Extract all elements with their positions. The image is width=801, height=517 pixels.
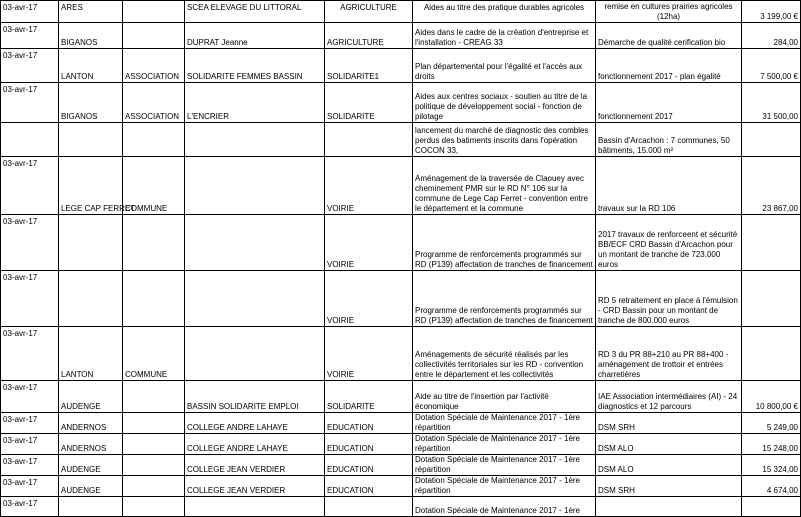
cell-date[interactable]: 03-avr-17 <box>1 1 59 23</box>
cell-amount[interactable]: 284,00 <box>742 23 801 49</box>
cell-amount[interactable] <box>742 215 801 271</box>
cell-domain[interactable]: VOIRIE <box>325 271 413 327</box>
cell-object[interactable]: Aides dans le cadre de la création d'entreprise et l'installation - CREAG 33 <box>413 23 596 49</box>
cell-detail[interactable]: DSM SRH <box>596 413 742 434</box>
cell-object[interactable]: Dotation Spéciale de Maintenance 2017 - 1ère répartition <box>413 434 596 455</box>
cell-commune[interactable]: AUDENGE <box>59 476 123 497</box>
cell-object[interactable]: Dotation Spéciale de Maintenance 2017 - 1ère répartition <box>413 455 596 476</box>
cell-date[interactable]: 03-avr-17 <box>1 83 59 123</box>
cell-commune[interactable] <box>59 497 123 517</box>
cell-beneficiary[interactable]: DUPRAT Jeanne <box>185 23 325 49</box>
cell-beneficiary[interactable]: COLLEGE ANDRE LAHAYE <box>185 434 325 455</box>
cell-beneficiary[interactable] <box>185 123 325 157</box>
cell-object[interactable]: Aides aux centres sociaux - soutien au titre de la politique de développement social - fonction de pilotage <box>413 83 596 123</box>
cell-beneficiary[interactable] <box>185 157 325 215</box>
cell-amount[interactable] <box>742 327 801 381</box>
cell-beneficiary[interactable]: BASSIN SOLIDARITE EMPLOI <box>185 381 325 413</box>
cell-object[interactable]: Programme de renforcements programmés sur RD (P139) affectation de tranches de financement <box>413 271 596 327</box>
cell-commune[interactable]: ANDERNOS <box>59 413 123 434</box>
cell-object[interactable]: Aides au titre des pratique durables agricoles <box>413 1 596 23</box>
cell-detail[interactable]: DSM ALO <box>596 455 742 476</box>
cell-date[interactable]: 03-avr-17 <box>1 215 59 271</box>
cell-beneficiary[interactable]: L'ENCRIER <box>185 83 325 123</box>
cell-amount[interactable]: 15 324,00 <box>742 455 801 476</box>
cell-beneficiary[interactable]: COLLEGE JEAN VERDIER <box>185 476 325 497</box>
table-row <box>1 497 801 517</box>
table-row <box>1 49 801 83</box>
cell-commune[interactable] <box>59 123 123 157</box>
cell-type[interactable]: COMMUNE <box>123 327 185 381</box>
table-row <box>1 1 801 23</box>
cell-object[interactable]: Dotation Spéciale de Maintenance 2017 - 1ère répartition <box>413 476 596 497</box>
cell-object[interactable]: Aménagements de sécurité réalisés par les collectivités territoriales sur les RD - convention entre le département et les collectivités <box>413 327 596 381</box>
cell-amount[interactable] <box>742 497 801 517</box>
table-row <box>1 476 801 497</box>
cell-object[interactable]: Programme de renforcements programmés sur RD (P139) affectation de tranches de financement <box>413 215 596 271</box>
cell-amount[interactable]: 31 500,00 <box>742 83 801 123</box>
cell-date[interactable]: 03-avr-17 <box>1 49 59 83</box>
cell-type[interactable] <box>123 413 185 434</box>
cell-commune[interactable]: ANDERNOS <box>59 434 123 455</box>
cell-detail[interactable]: RD 5 retraitement en place à l'émulsion - CRD Bassin pour un montant de tranche de 800.000 euros <box>596 271 742 327</box>
table-body <box>1 1 801 517</box>
cell-amount[interactable]: 4 674,00 <box>742 476 801 497</box>
cell-commune[interactable]: LANTON <box>59 49 123 83</box>
table-row <box>1 434 801 455</box>
cell-domain[interactable]: EDUCATION <box>325 455 413 476</box>
cell-type[interactable] <box>123 455 185 476</box>
cell-commune[interactable] <box>59 271 123 327</box>
cell-type[interactable] <box>123 123 185 157</box>
cell-type[interactable] <box>123 271 185 327</box>
cell-commune[interactable]: AUDENGE <box>59 381 123 413</box>
cell-detail[interactable]: DSM ALO <box>596 434 742 455</box>
cell-type[interactable]: ASSOCIATION <box>123 49 185 83</box>
cell-type[interactable] <box>123 215 185 271</box>
cell-amount[interactable]: 15 248,00 <box>742 434 801 455</box>
cell-date[interactable] <box>1 123 59 157</box>
cell-beneficiary[interactable] <box>185 271 325 327</box>
table-row <box>1 327 801 381</box>
cell-detail[interactable]: remise en cultures prairies agricoles (12ha) <box>596 1 742 23</box>
cell-detail[interactable] <box>596 497 742 517</box>
cell-beneficiary[interactable] <box>185 497 325 517</box>
cell-domain[interactable] <box>325 497 413 517</box>
cell-date[interactable]: 03-avr-17 <box>1 476 59 497</box>
cell-domain[interactable]: EDUCATION <box>325 476 413 497</box>
cell-domain[interactable] <box>325 123 413 157</box>
cell-domain[interactable]: SOLIDARITE <box>325 381 413 413</box>
cell-beneficiary[interactable]: SCEA ELEVAGE DU LITTORAL <box>185 1 325 23</box>
table-row <box>1 215 801 271</box>
cell-amount[interactable]: 5 249,00 <box>742 413 801 434</box>
cell-object[interactable]: Aménagement de la traversée de Claouey avec cheminement PMR sur le RD N° 106 sur la commune de Lege Cap Ferret - convention entre le département et la commune <box>413 157 596 215</box>
cell-detail[interactable]: fonctionnement 2017 <box>596 83 742 123</box>
cell-commune[interactable]: LEGE CAP FERRET <box>59 157 123 215</box>
cell-amount[interactable]: 7 500,00 € <box>742 49 801 83</box>
cell-beneficiary[interactable]: COLLEGE JEAN VERDIER <box>185 455 325 476</box>
cell-date[interactable]: 03-avr-17 <box>1 381 59 413</box>
cell-commune[interactable] <box>59 215 123 271</box>
cell-domain[interactable]: EDUCATION <box>325 413 413 434</box>
table-row <box>1 413 801 434</box>
cell-amount[interactable] <box>742 271 801 327</box>
cell-detail[interactable]: 2017 travaux de renforceent et sécurité BB/ECF CRD Bassin d'Arcachon pour un montant de tranche de 723.000 euros <box>596 215 742 271</box>
cell-date[interactable]: 03-avr-17 <box>1 23 59 49</box>
cell-date[interactable]: 03-avr-17 <box>1 157 59 215</box>
cell-type[interactable] <box>123 497 185 517</box>
cell-amount[interactable]: 3 199,00 € <box>742 1 801 23</box>
cell-date[interactable]: 03-avr-17 <box>1 497 59 517</box>
cell-detail[interactable]: RD 3 du PR 88+210 au PR 88+400 - aménagement de trottoir et entrées charretières <box>596 327 742 381</box>
cell-domain[interactable]: AGRICULTURE <box>325 23 413 49</box>
cell-date[interactable]: 03-avr-17 <box>1 434 59 455</box>
cell-domain[interactable]: VOIRIE <box>325 157 413 215</box>
cell-domain[interactable]: EDUCATION <box>325 434 413 455</box>
cell-beneficiary[interactable] <box>185 327 325 381</box>
table-row <box>1 123 801 157</box>
cell-date[interactable]: 03-avr-17 <box>1 455 59 476</box>
cell-detail[interactable]: Démarche de qualité cerification bio <box>596 23 742 49</box>
table-row <box>1 271 801 327</box>
cell-commune[interactable]: LANTON <box>59 327 123 381</box>
cell-date[interactable]: 03-avr-17 <box>1 271 59 327</box>
cell-domain[interactable]: AGRICULTURE <box>325 1 413 23</box>
cell-type[interactable]: COMMUNE <box>123 157 185 215</box>
cell-domain[interactable]: SOLIDARITE1 <box>325 49 413 83</box>
cell-date[interactable]: 03-avr-17 <box>1 413 59 434</box>
cell-detail[interactable]: fonctionnement 2017 - plan égalité <box>596 49 742 83</box>
cell-commune[interactable]: BIGANOS <box>59 23 123 49</box>
table-row <box>1 381 801 413</box>
cell-amount[interactable] <box>742 123 801 157</box>
cell-type[interactable] <box>123 434 185 455</box>
table-row <box>1 157 801 215</box>
cell-beneficiary[interactable]: COLLEGE ANDRE LAHAYE <box>185 413 325 434</box>
cell-object[interactable]: lancement du marché de diagnostic des combles perdus des batiments inscrits dans l'opération COCON 33, <box>413 123 596 157</box>
cell-type[interactable]: ASSOCIATION <box>123 83 185 123</box>
cell-amount[interactable]: 23 867,00 <box>742 157 801 215</box>
table-row <box>1 23 801 49</box>
cell-type[interactable] <box>123 1 185 23</box>
cell-beneficiary[interactable]: SOLIDARITE FEMMES BASSIN <box>185 49 325 83</box>
cell-amount[interactable]: 10 800,00 € <box>742 381 801 413</box>
cell-type[interactable] <box>123 476 185 497</box>
cell-object[interactable]: Dotation Spéciale de Maintenance 2017 - 1ère <box>413 497 596 517</box>
cell-detail[interactable]: travaux sur la RD 106 <box>596 157 742 215</box>
cell-object[interactable]: Dotation Spéciale de Maintenance 2017 - 1ère répartition <box>413 413 596 434</box>
cell-commune[interactable]: ARES <box>59 1 123 23</box>
cell-detail[interactable]: Bassin d'Arcachon : 7 communes, 50 bâtiments, 15.000 m² <box>596 123 742 157</box>
cell-domain[interactable]: SOLIDARITE <box>325 83 413 123</box>
cell-date[interactable]: 03-avr-17 <box>1 327 59 381</box>
cell-detail[interactable]: DSM SRH <box>596 476 742 497</box>
cell-object[interactable]: Aide au titre de l'insertion par l'activité économique <box>413 381 596 413</box>
table-row <box>1 83 801 123</box>
cell-commune[interactable]: BIGANOS <box>59 83 123 123</box>
cell-object[interactable]: Plan départemental pour l'égalité et l'accès aux droits <box>413 49 596 83</box>
cell-domain[interactable]: VOIRIE <box>325 327 413 381</box>
cell-commune[interactable]: AUDENGE <box>59 455 123 476</box>
table-row <box>1 455 801 476</box>
cell-domain[interactable]: VOIRIE <box>325 215 413 271</box>
cell-beneficiary[interactable] <box>185 215 325 271</box>
cell-type[interactable] <box>123 381 185 413</box>
cell-type[interactable] <box>123 23 185 49</box>
cell-detail[interactable]: IAE Association intermédiaires (AI) - 24 diagnostics et 12 parcours <box>596 381 742 413</box>
